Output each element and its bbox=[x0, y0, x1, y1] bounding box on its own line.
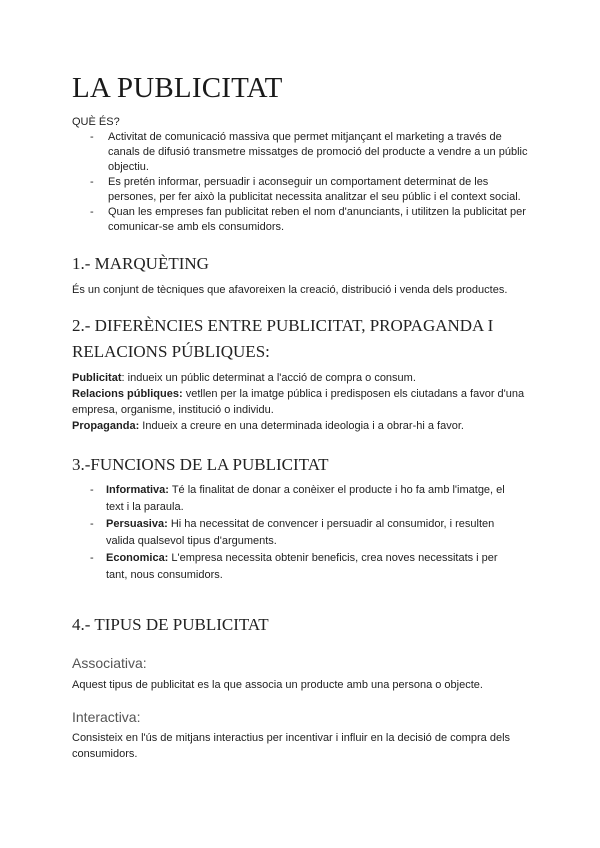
interactiva-title: Interactiva: bbox=[72, 709, 141, 725]
list-item: - Es pretén informar, persuadir i aconseguir un comportament determinat de les persones, per fer això la publicitat necessita analitzar el seu públic i el context social. bbox=[72, 175, 528, 205]
intro-list bbox=[72, 130, 528, 235]
definition-term: Relacions públiques: bbox=[72, 388, 183, 400]
section-1-heading: 1.- MARQUÈTING bbox=[72, 254, 209, 273]
interactiva-text: Consisteix en l'ús de mitjans interactius per incentivar i influir en la decisió de compra dels consumidors. bbox=[72, 732, 511, 760]
function-term: Economica: bbox=[106, 552, 169, 564]
function-term: Informativa: bbox=[106, 484, 169, 496]
list-item bbox=[72, 550, 512, 584]
section-1-text: És un conjunt de tècniques que afavoreixen la creació, distribució i venda dels productes. bbox=[72, 284, 508, 296]
function-text: Hi ha necessitat de convencer i persuadir al consumidor, i resulten valida qualsevol tipus d'arguments. bbox=[106, 518, 495, 547]
section-2-heading-line1: 2.- DIFERÈNCIES ENTRE PUBLICITAT, PROPAGANDA I bbox=[72, 316, 494, 335]
section-4-heading: 4.- TIPUS DE PUBLICITAT bbox=[72, 615, 269, 634]
section-2-definitions bbox=[72, 370, 532, 434]
definition-row bbox=[72, 418, 532, 434]
function-text: L'empresa necessita obtenir beneficis, crea noves necessitats i per tant, nous consumidors. bbox=[106, 552, 498, 581]
list-item: - Quan les empreses fan publicitat reben el nom d'anunciants, i utilitzen la publicitat per comunicar-se amb els consumidors. bbox=[72, 205, 528, 235]
definition-text: indueix un públic determinat a l'acció de compra o consum. bbox=[124, 372, 416, 384]
list-item bbox=[72, 516, 512, 550]
definition-row bbox=[72, 386, 532, 418]
function-term: Persuasiva: bbox=[106, 518, 168, 530]
list-item bbox=[72, 482, 512, 516]
page-title: LA PUBLICITAT bbox=[72, 72, 283, 104]
definition-text: Indueix a creure en una determinada ideologia i a obrar-hi a favor. bbox=[139, 420, 464, 432]
definition-text: vetllen per la imatge pública i predisposen els ciutadans a favor d'una empresa, organisme, institució o individu. bbox=[72, 388, 525, 416]
definition-term: Propaganda: bbox=[72, 420, 140, 432]
functions-list bbox=[72, 482, 512, 584]
intro-heading: QUÈ ÉS? bbox=[72, 116, 120, 128]
associativa-text: Aquest tipus de publicitat es la que associa un producte amb una persona o objecte. bbox=[72, 679, 483, 691]
associativa-title: Associativa: bbox=[72, 655, 147, 671]
section-3-heading: 3.-FUNCIONS DE LA PUBLICITAT bbox=[72, 455, 329, 474]
section-2-heading-line2: RELACIONS PÚBLIQUES: bbox=[72, 342, 270, 361]
definition-row: Publicitat: indueix un públic determinat a l'acció de compra o consum. bbox=[72, 372, 416, 384]
list-item: - Activitat de comunicació massiva que permet mitjançant el marketing a través de canals de difusió transmetre missatges de promoció del producte a vendre a un públic objectiu. bbox=[72, 130, 528, 175]
definition-term: Publicitat bbox=[72, 372, 122, 384]
function-text: Té la finalitat de donar a conèixer el producte i ho fa amb l'imatge, el text i la paraula. bbox=[106, 484, 505, 513]
